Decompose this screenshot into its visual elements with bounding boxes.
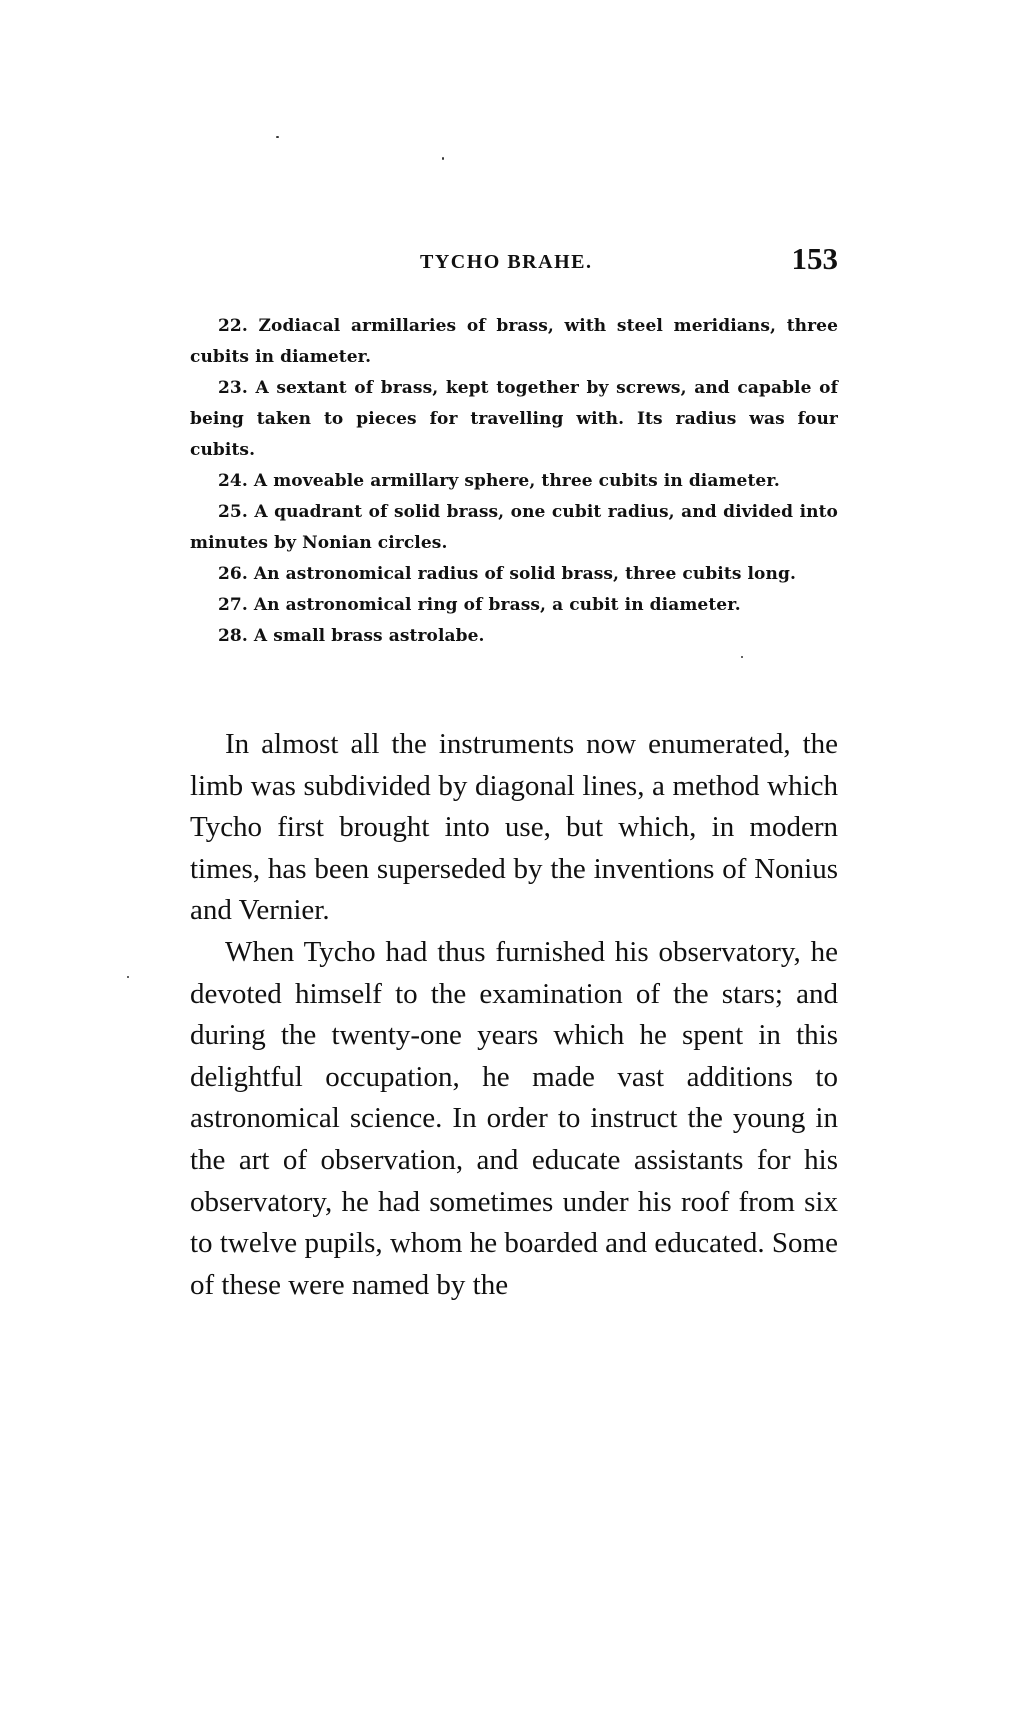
paragraph: When Tycho had thus furnished his observatory, he devoted himself to the examination of the stars; and during the twenty-one years which he spent in this delightful occupation, he made vast additions to astronomical science. In order to instruct the young in the art of observation, and educate assistants for his observatory, he had sometimes under his roof from six to twelve pupils, whom he boarded and educated. Some of these were named by the [190,935,838,1301]
paragraph: In almost all the instruments now enumerated, the limb was subdivided by diagonal lines, a method which Tycho first brought into use, but which, in modern times, has been superseded by the inventions of Nonius and Vernier. [190,728,838,927]
running-title: TYCHO BRAHE. [420,251,593,273]
ink-speck [276,136,279,138]
ink-speck [127,976,129,978]
list-item: 22. Zodiacal armillaries of brass, with steel meridians, three cubits in diameter. [190,316,838,367]
list-item: 23. A sextant of brass, kept together by screws, and capable of being taken to pieces for travelling with. Its radius was four cubits. [190,378,838,460]
instrument-list [190,311,838,652]
body-text [190,724,838,1306]
ink-speck [442,157,444,160]
list-item: 28. A small brass astrolabe. [218,626,485,646]
running-head [190,241,838,285]
list-item: 24. A moveable armillary sphere, three cubits in diameter. [218,471,780,491]
page-number: 153 [791,241,838,276]
list-item: 27. An astronomical ring of brass, a cubit in diameter. [218,595,741,615]
list-item: 26. An astronomical radius of solid brass, three cubits long. [218,564,796,584]
list-item: 25. A quadrant of solid brass, one cubit radius, and divided into minutes by Nonian circles. [190,502,838,553]
ink-speck [741,656,743,658]
